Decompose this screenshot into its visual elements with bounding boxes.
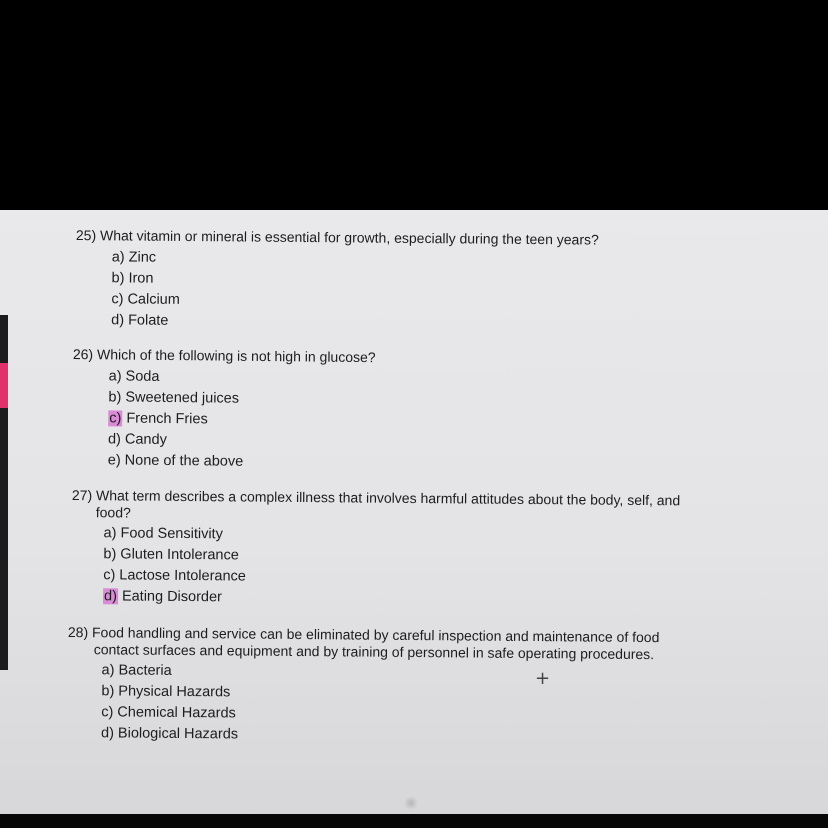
question-stem-continued: food? xyxy=(95,504,131,521)
answer-option-c[interactable]: c) Chemical Hazards xyxy=(101,704,236,722)
question-stem: 28) Food handling and service can be eliminated by careful inspection and maintenance of food xyxy=(67,624,660,646)
question-stem: 26) Which of the following is not high in glucose? xyxy=(72,346,376,366)
answer-option-a[interactable]: a) Zinc xyxy=(111,249,157,266)
question-28 xyxy=(67,624,660,749)
answer-option-d[interactable]: d) Biological Hazards xyxy=(100,725,239,743)
question-25 xyxy=(75,227,599,336)
question-26 xyxy=(72,346,376,474)
answer-option-b[interactable]: b) Physical Hazards xyxy=(101,683,231,701)
question-27 xyxy=(71,487,680,612)
answer-option-b[interactable]: b) Gluten Intolerance xyxy=(103,546,239,564)
answer-option-a[interactable]: a) Bacteria xyxy=(101,662,172,679)
question-stem: 25) What vitamin or mineral is essential for growth, especially during the teen years? xyxy=(75,227,599,248)
answer-option-b[interactable]: b) Sweetened juices xyxy=(108,389,240,407)
answer-option-a[interactable]: a) Soda xyxy=(108,368,160,385)
answer-option-c[interactable] xyxy=(108,408,375,432)
answer-option-text: Eating Disorder xyxy=(121,588,222,606)
crosshair-cursor-icon: + xyxy=(535,668,551,689)
answer-option-e[interactable]: e) None of the above xyxy=(107,452,244,470)
bottom-bezel xyxy=(0,814,828,828)
answer-options xyxy=(108,366,376,474)
side-accent-tab xyxy=(0,363,8,408)
selected-answer-highlight: c) xyxy=(109,410,122,427)
answer-option-c[interactable]: c) Calcium xyxy=(111,291,180,308)
answer-options xyxy=(101,660,659,749)
answer-options xyxy=(111,247,599,335)
question-stem-continued: contact surfaces and equipment and by training of personnel in safe operating procedures. xyxy=(93,641,655,663)
answer-option-b[interactable]: b) Iron xyxy=(111,270,154,287)
question-stem: 27) What term describes a complex illness that involves harmful attitudes about the body, self, and xyxy=(71,487,681,509)
answer-option-c[interactable]: c) Lactose Intolerance xyxy=(103,567,246,585)
answer-option-a[interactable]: a) Food Sensitivity xyxy=(103,525,223,543)
selected-answer-highlight: d) xyxy=(103,588,118,605)
answer-option-d[interactable]: d) Folate xyxy=(111,312,169,329)
answer-option-text: French Fries xyxy=(126,410,208,428)
answer-options xyxy=(103,523,680,612)
screen-smudge xyxy=(404,796,418,810)
answer-option-d[interactable]: d) Candy xyxy=(107,431,167,448)
